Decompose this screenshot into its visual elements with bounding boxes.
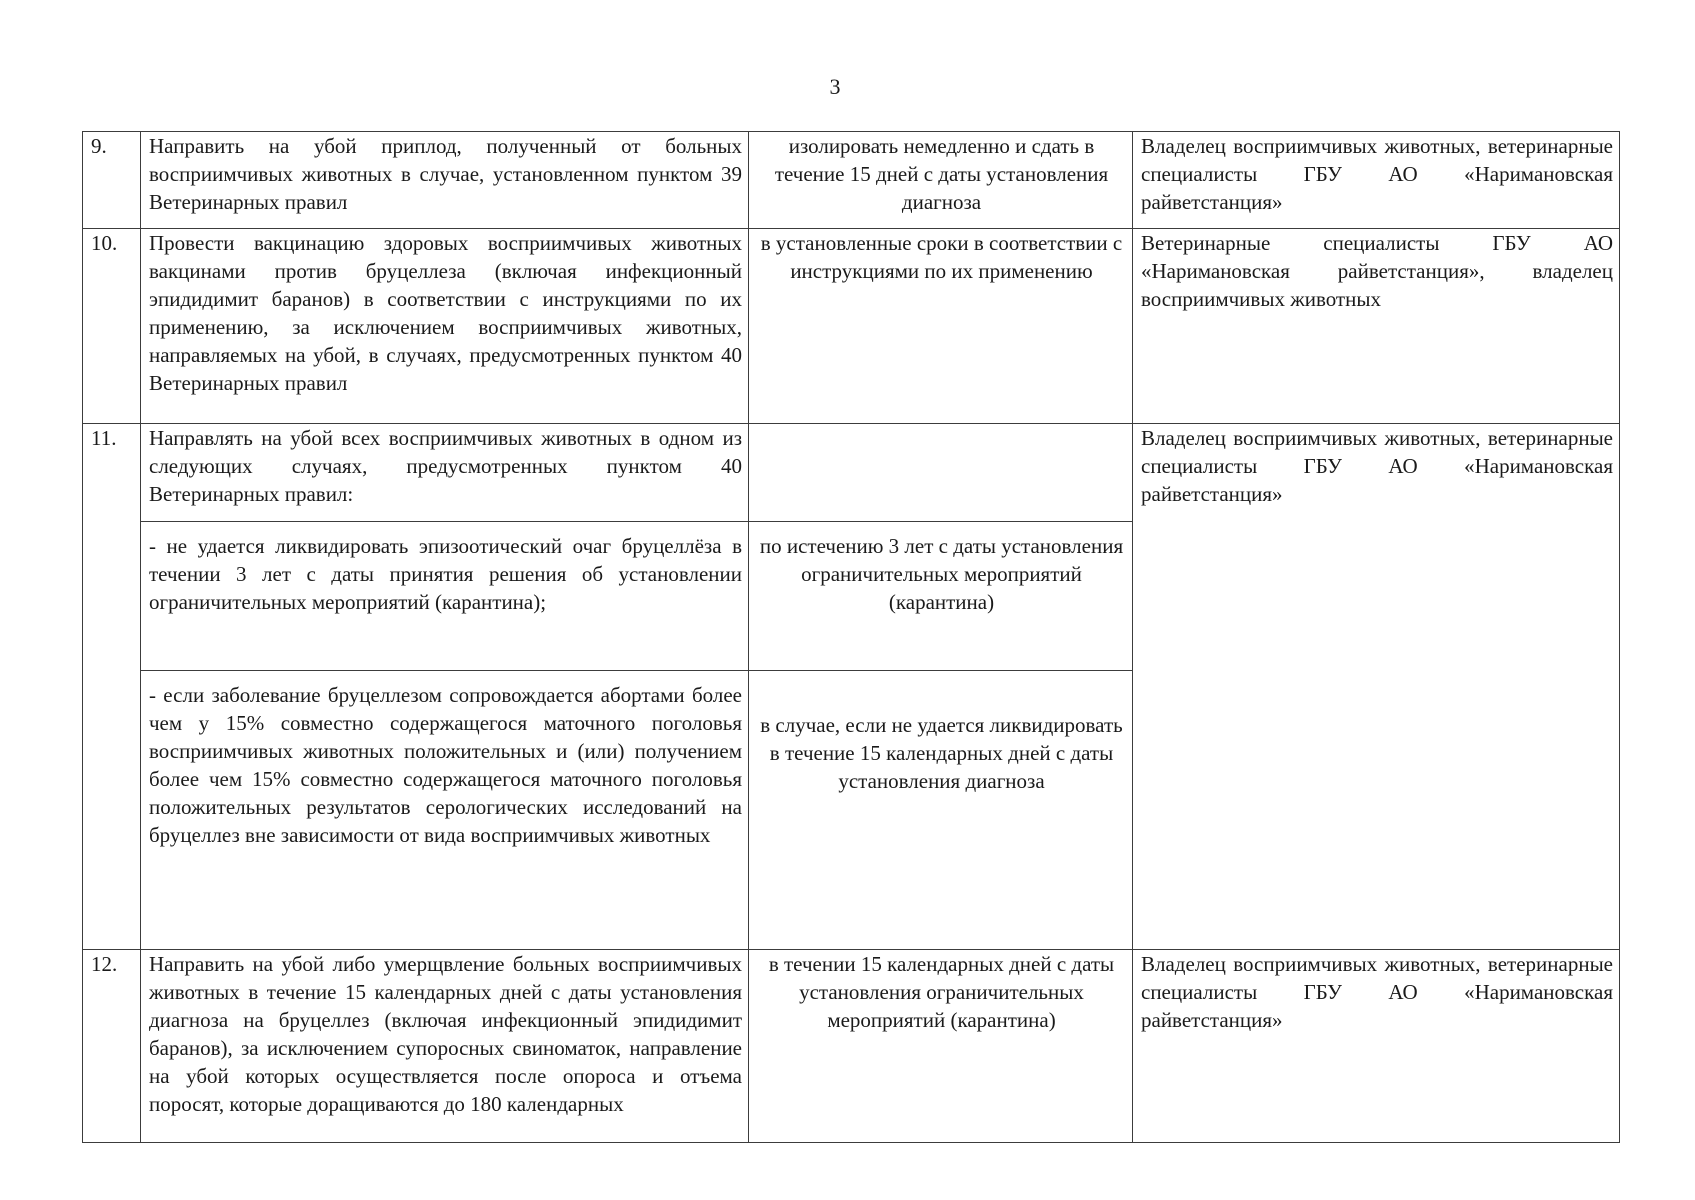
row-number: 12. (83, 950, 141, 1143)
term-cell: в установленные сроки в соответствии с инструкциями по их применению (749, 229, 1133, 424)
responsible-cell: Владелец восприимчивых животных, ветеринарные специалисты ГБУ АО «Наримановская райветстанция» (1133, 424, 1620, 950)
action-cell: Направить на убой приплод, полученный от больных восприимчивых животных в случае, установленном пунктом 39 Ветеринарных правил (141, 132, 749, 229)
responsible-cell: Владелец восприимчивых животных, ветеринарные специалисты ГБУ АО «Наримановская райветстанция» (1133, 950, 1620, 1143)
row-number: 9. (83, 132, 141, 229)
table-row (83, 132, 1620, 229)
sub-term-cell: по истечению 3 лет с даты установления ограничительных мероприятий (карантина) (749, 522, 1133, 671)
sub-action-cell: - если заболевание бруцеллезом сопровождается абортами более чем у 15% совместно содержащегося маточного поголовья восприимчивых животных положительных и (или) получением более чем 15% совместно содержащегося маточного поголовья положительных результатов серологических исследований на бруцеллез вне зависимости от вида восприимчивых животных (141, 671, 749, 950)
page-number: 3 (829, 74, 841, 99)
measures-table (82, 131, 1620, 1143)
action-cell: Направить на убой либо умерщвление больных восприимчивых животных в течение 15 календарных дней с даты установления диагноза на бруцеллез (включая инфекционный эпидидимит баранов), за исключением супоросных свиноматок, направление на убой которых осуществляется после опороса и отъема поросят, которые доращиваются до 180 календарных (141, 950, 749, 1143)
term-cell: изолировать немедленно и сдать в течение 15 дней с даты установления диагноза (749, 132, 1133, 229)
action-cell: Направлять на убой всех восприимчивых животных в одном из следующих случаях, предусмотренных пунктом 40 Ветеринарных правил: (141, 424, 749, 522)
term-cell: в течении 15 календарных дней с даты установления ограничительных мероприятий (карантина) (749, 950, 1133, 1143)
responsible-cell: Владелец восприимчивых животных, ветеринарные специалисты ГБУ АО «Наримановская райветстанция» (1133, 132, 1620, 229)
row-number: 11. (83, 424, 141, 950)
row-number: 10. (83, 229, 141, 424)
responsible-cell: Ветеринарные специалисты ГБУ АО «Наримановская райветстанция», владелец восприимчивых животных (1133, 229, 1620, 424)
action-cell: Провести вакцинацию здоровых восприимчивых животных вакцинами против бруцеллеза (включая инфекционный эпидидимит баранов) в соответствии с инструкциями по их применению, за исключением восприимчивых животных, направляемых на убой, в случаях, предусмотренных пунктом 40 Ветеринарных правил (141, 229, 749, 424)
table-row (83, 950, 1620, 1143)
sub-term-cell: в случае, если не удается ликвидировать в течение 15 календарных дней с даты установления диагноза (749, 671, 1133, 950)
term-cell (749, 424, 1133, 522)
table-row (83, 424, 1620, 522)
table-row (83, 229, 1620, 424)
sub-action-cell: - не удается ликвидировать эпизоотический очаг бруцеллёза в течении 3 лет с даты принятия решения об установлении ограничительных мероприятий (карантина); (141, 522, 749, 671)
